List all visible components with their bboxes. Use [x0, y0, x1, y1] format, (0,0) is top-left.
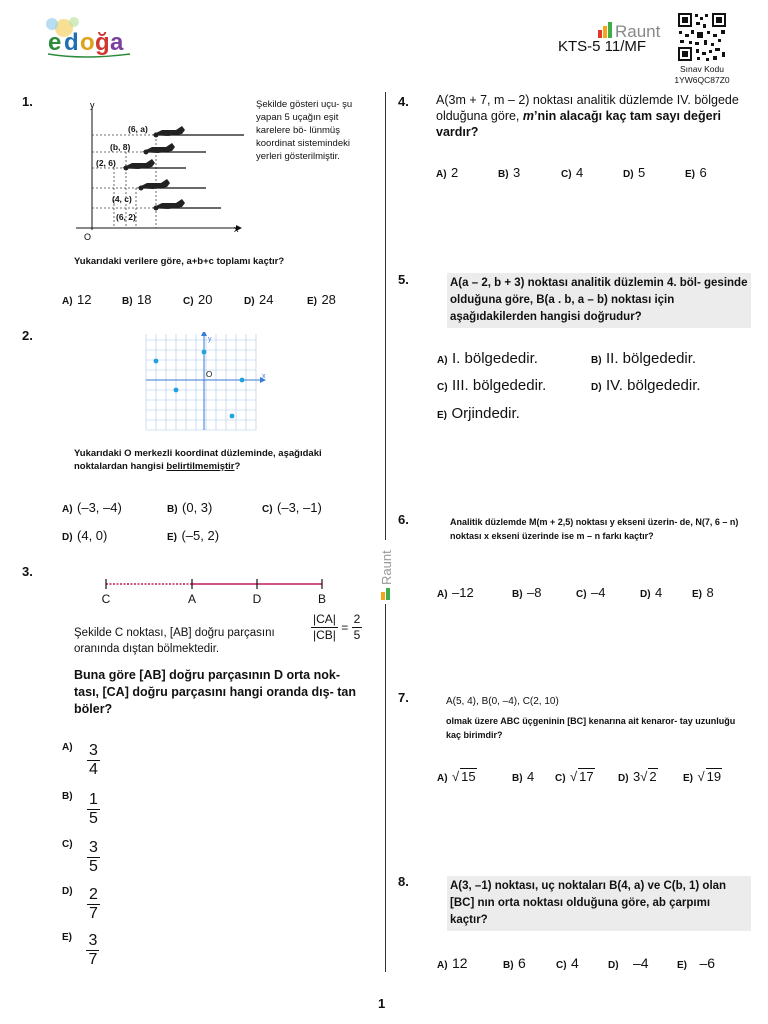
question-7-points: A(5, 4), B(0, –4), C(2, 10)	[446, 696, 559, 707]
exam-code: KTS-5 11/MF	[558, 38, 647, 55]
question-2-grid	[144, 332, 268, 432]
option-b[interactable]: B) 3	[498, 165, 521, 180]
question-7-text: olmak üzere ABC üçgeninin [BC] kenarına ait kenaror- tay uzunluğu kaç birimdir?	[446, 716, 736, 740]
axis-y-label: y	[90, 100, 95, 110]
question-3-prompt: Buna göre [AB] doğru parçasının D orta nok- tası, [CA] doğru parçasını hangi oranda dış- tan böler?	[74, 668, 356, 716]
question-3-text-2: oranında dıştan bölmektedir.	[74, 643, 220, 655]
question-1-text: Şekilde gösteri uçu- şu yapan 5 uçağın eşit karelere bö- lünmüş koordinat sistemindeki yerleri gösterilmiştir.	[256, 99, 353, 162]
option-b[interactable]: B) II. bölgededir.	[591, 350, 697, 367]
option-c[interactable]: $^{C)}$ $\frac{3}{5}$	[62, 839, 98, 875]
option-e[interactable]: E) 8	[692, 585, 714, 600]
option-c[interactable]: C) –4	[576, 585, 606, 600]
svg-text:(2, 6): (2, 6)	[96, 158, 116, 168]
svg-text:O: O	[206, 370, 213, 379]
edoga-logo	[34, 14, 144, 60]
option-d[interactable]: D) IV. bölgededir.	[591, 377, 701, 394]
option-d[interactable]: D) 3√ 2	[618, 769, 657, 784]
option-c[interactable]: C) (–3, –1)	[262, 500, 322, 515]
svg-text:y: y	[208, 336, 212, 343]
question-3-number: 3.	[22, 564, 33, 579]
option-c[interactable]: C) √ 17	[555, 769, 594, 784]
question-3-ratio: $\frac{|CA|}{|CB|}$ = $\frac{2}{5}$	[313, 612, 361, 642]
question-2-number: 2.	[22, 328, 33, 343]
sinav-kodu-label: Sınav Kodu	[680, 64, 724, 74]
option-d[interactable]: D) (4, 0)	[62, 528, 108, 543]
option-b[interactable]: B) 4	[512, 769, 535, 784]
question-3-text-1: Şekilde C noktası, [AB] doğru parçasını	[74, 627, 275, 639]
svg-text:o: o	[80, 29, 95, 56]
column-divider	[385, 92, 386, 972]
option-b[interactable]: B) (0, 3)	[167, 500, 213, 515]
option-e[interactable]: E) –6	[677, 955, 716, 971]
option-e[interactable]: E) √ 19	[683, 769, 722, 784]
option-e[interactable]: E) 6	[685, 165, 707, 180]
option-b[interactable]: B) 6	[503, 955, 526, 971]
sinav-kodu-value: 1YW6QC87Z0	[674, 75, 730, 85]
origin-label: O	[84, 232, 92, 242]
option-d[interactable]: D) 5	[623, 165, 646, 180]
option-a[interactable]: A) 12	[62, 292, 92, 307]
question-8-number: 8.	[398, 874, 409, 889]
question-1-prompt: Yukarıdaki verilere göre, a+b+c toplamı kaçtır?	[74, 256, 285, 267]
svg-text:Raunt: Raunt	[379, 550, 394, 585]
svg-text:D: D	[252, 592, 262, 606]
option-d[interactable]: D) 24	[244, 292, 274, 307]
question-6-text: Analitik düzlemde M(m + 2,5) noktası y ekseni üzerin- de, N(7, 6 – n) noktası x ekseni üzerinde ise m – n farkı kaçtır?	[450, 517, 739, 541]
svg-text:C: C	[101, 592, 111, 606]
question-4-number: 4.	[398, 94, 409, 109]
svg-text:Raunt: Raunt	[615, 22, 661, 40]
page-number: 1	[378, 996, 386, 1011]
svg-text:(6, a): (6, a)	[128, 124, 148, 134]
svg-text:(b, 8): (b, 8)	[110, 142, 131, 152]
option-a[interactable]: A) √ 15	[437, 769, 476, 784]
option-d[interactable]: D) –4	[608, 955, 649, 971]
option-b[interactable]: $^{B)}$ $\frac{1}{5}$	[62, 791, 98, 827]
question-4-text: A(3m + 7, m – 2) noktası analitik düzlemde IV. bölgede olduğuna göre, m’nin alacağı kaç tam sayı değeri vardır?	[436, 93, 739, 139]
option-a[interactable]: A) 12	[437, 955, 468, 971]
option-a[interactable]: A) I. bölgededir.	[437, 350, 538, 367]
question-7-number: 7.	[398, 690, 409, 705]
option-c[interactable]: C) III. bölgededir.	[437, 377, 547, 394]
question-8-text: A(3, –1) noktası, uç noktaları B(4, a) ve C(b, 1) olan [BC] nın orta noktası olduğuna göre, ab çarpımı kaçtır?	[447, 876, 751, 931]
question-1-figure	[66, 100, 246, 250]
svg-text:ğ: ğ	[95, 29, 110, 56]
question-2-prompt: Yukarıdaki O merkezli koordinat düzleminde, aşağıdaki noktalardan hangisi belirtilmemiştir?	[74, 448, 322, 472]
svg-text:x: x	[262, 373, 266, 380]
svg-text:A: A	[187, 592, 197, 606]
question-5-text: A(a – 2, b + 3) noktası analitik düzlemin 4. böl- gesinde olduğuna göre, B(a . b, a – b) noktası için aşağıdakilerden hangisi doğrudur?	[447, 273, 751, 328]
qr-code-icon	[677, 12, 727, 62]
option-c[interactable]: C) 4	[561, 165, 584, 180]
raunt-logo	[598, 20, 662, 40]
option-b[interactable]: B) –8	[512, 585, 542, 600]
option-a[interactable]: A) 2	[436, 165, 459, 180]
option-d[interactable]: D) 4	[640, 585, 663, 600]
svg-text:a: a	[110, 29, 124, 56]
svg-text:e: e	[48, 29, 62, 56]
option-a[interactable]: A) –12	[437, 585, 474, 600]
option-e[interactable]: $^{E)}$ $\frac{3}{7}$	[62, 932, 98, 968]
question-6-number: 6.	[398, 512, 409, 527]
axis-x-label: x	[234, 224, 239, 234]
question-1-number: 1.	[22, 94, 33, 109]
option-c[interactable]: C) 20	[183, 292, 213, 307]
svg-text:(4, c): (4, c)	[112, 194, 132, 204]
option-e[interactable]: E) (–5, 2)	[167, 528, 220, 543]
svg-text:d: d	[64, 29, 79, 56]
option-a[interactable]: $^{A)}$ $\frac{3}{4}$	[62, 742, 98, 778]
option-b[interactable]: B) 18	[122, 292, 152, 307]
svg-text:B: B	[317, 592, 327, 606]
question-3-segment	[96, 576, 336, 606]
option-a[interactable]: A) (–3, –4)	[62, 500, 122, 515]
option-c[interactable]: C) 4	[556, 955, 579, 971]
question-5-number: 5.	[398, 272, 409, 287]
svg-text:(6, 2): (6, 2)	[116, 212, 136, 222]
option-e[interactable]: E) 28	[307, 292, 336, 307]
option-e[interactable]: E) Orjindedir.	[437, 405, 520, 422]
side-brand	[376, 540, 396, 604]
option-d[interactable]: $^{D)}$ $\frac{2}{7}$	[62, 886, 98, 922]
